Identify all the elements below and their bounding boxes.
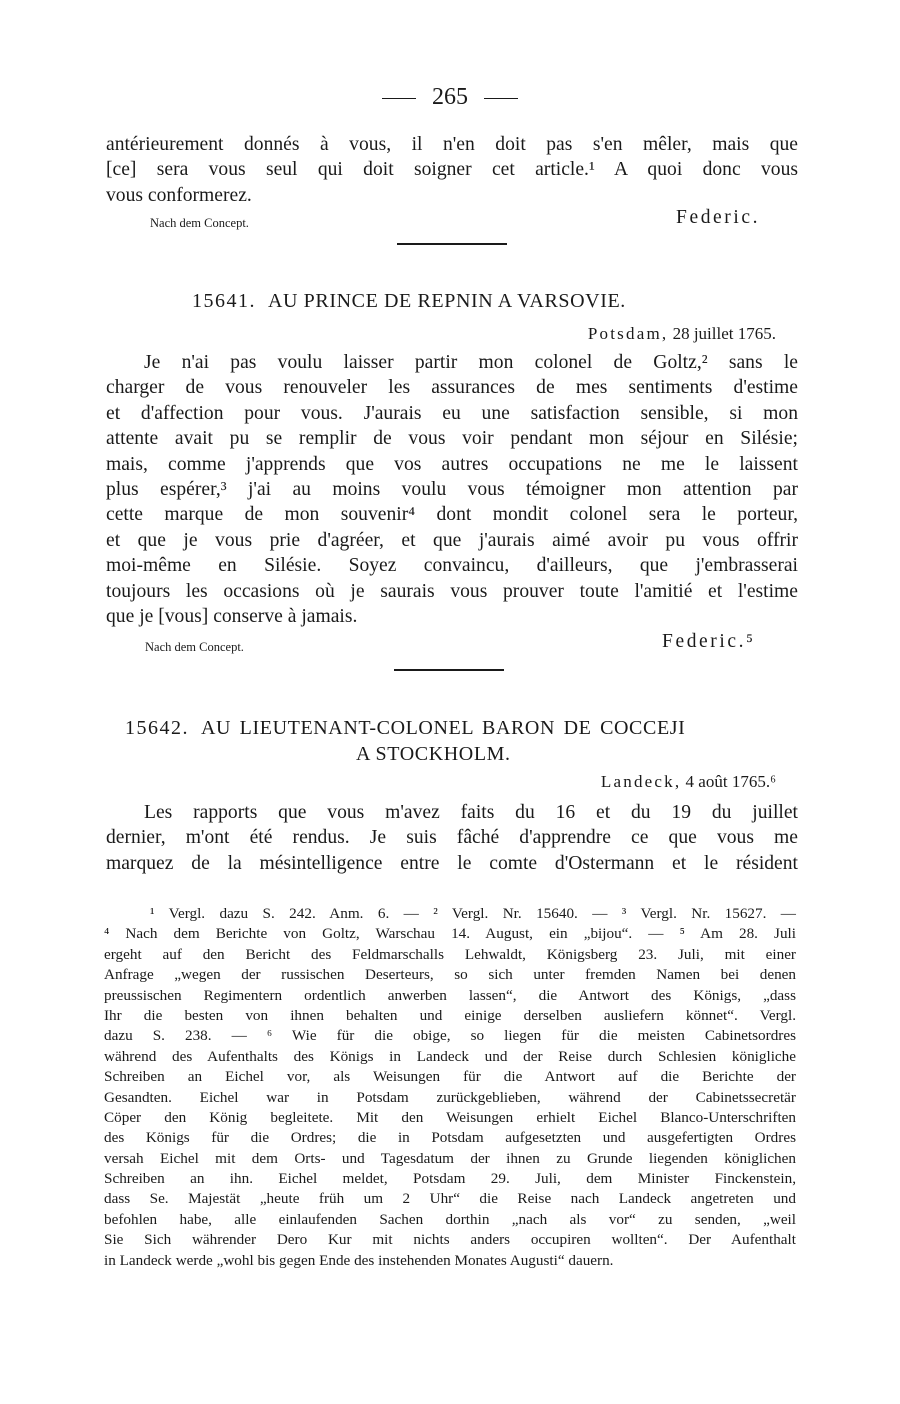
footnote-line: Schreiben an Eichel vor, als Weisungen für die Antwort auf die Berichte der <box>104 1068 796 1086</box>
body-line: plus espérer,³ j'ai au moins voulu vous témoigner mon attention par <box>106 478 798 500</box>
letter-15642-heading-line-2: A STOCKHOLM. <box>356 743 511 765</box>
letter-title: AU PRINCE DE REPNIN A VARSOVIE. <box>268 290 626 312</box>
intro-paragraph <box>106 132 798 208</box>
section-divider <box>394 669 504 671</box>
body-line: moi-même en Silésie. Soyez convaincu, d'ailleurs, que j'embrasserai <box>106 555 798 577</box>
letter-number: 15642. <box>125 717 189 739</box>
footnote-line: Cöper den König begleitete. Mit den Weisungen erhielt Eichel Blanco-Unterschriften <box>104 1108 796 1126</box>
intro-line: antérieurement donnés à vous, il n'en doit pas s'en mêler, mais que <box>106 134 798 155</box>
footnotes <box>104 904 796 1271</box>
intro-line: vous conformerez. <box>106 184 252 206</box>
footnote-line: Ihr die besten von ihnen behalten und einige derselben ausliefern könnet“. Vergl. <box>104 1006 796 1024</box>
intro-source-note: Nach dem Concept. <box>150 216 249 230</box>
dateline-place: Potsdam, <box>587 324 669 343</box>
footnote-line: des Königs für die Ordres; die in Potsdam aufgesetzten und ausgefertigten Ordres <box>104 1129 796 1147</box>
body-line: Les rapports que vous m'avez faits du 16 et du 19 du juillet <box>144 802 798 823</box>
intro-signature: Federic. <box>676 207 761 228</box>
footnote-line: befohlen habe, alle einlaufenden Sachen dorthin „nach als vor“ zu senden, „weil <box>104 1210 796 1228</box>
body-line: charger de vous renouveler les assurances de mes sentiments d'estime <box>106 377 798 399</box>
letter-15642-body <box>106 800 798 876</box>
footnote-line: in Landeck werde „wohl bis gegen Ende des instehenden Monates Augusti“ dauern. <box>104 1251 614 1269</box>
footnote-line: Sie Sich währender Dero Kur mit nichts anders occupiren wollten“. Der Aufenthalt <box>104 1231 796 1249</box>
letter-15641-heading <box>192 290 626 313</box>
body-line: et que je vous prie d'agréer, et que j'aurais aimé avoir pu vous offrir <box>106 529 798 551</box>
footnote-line: dass Se. Majestät „heute früh um 2 Uhr“ die Reise nach Landeck angetreten und <box>104 1190 796 1208</box>
dateline-date: 4 août 1765.⁶ <box>685 772 776 791</box>
letter-15641-dateline <box>588 324 776 344</box>
dateline-place: Landeck, <box>600 772 682 791</box>
body-line: que je [vous] conserve à jamais. <box>106 605 358 627</box>
page-number-dash-right <box>484 98 518 100</box>
body-line: attente avait pu se remplir de vous voir pendant mon séjour en Silésie; <box>106 428 798 450</box>
body-line: dernier, m'ont été rendus. Je suis fâché d'apprendre ce que vous me <box>106 827 798 849</box>
footnote-line: ¹ Vergl. dazu S. 242. Anm. 6. — ² Vergl. Nr. 15640. — ³ Vergl. Nr. 15627. — <box>150 905 796 922</box>
body-line: cette marque de mon souvenir⁴ dont mondit colonel sera le porteur, <box>106 504 798 526</box>
page-number-text: 265 <box>432 84 468 110</box>
footnote-line: preussischen Regimentern ordentlich anwerben lassen“, die Antwort des Königs, „dass <box>104 986 796 1004</box>
letter-15642-heading <box>125 717 685 740</box>
body-line: et d'affection pour vous. J'aurais eu une satisfaction sensible, si mon <box>106 402 798 424</box>
section-divider <box>397 243 507 245</box>
letter-number: 15641. <box>192 290 256 312</box>
letter-15641-source-note: Nach dem Concept. <box>145 640 244 654</box>
footnote-line: ergeht auf den Bericht des Feldmarschalls Lehwaldt, Königsberg 23. Juli, mit einer <box>104 945 796 963</box>
letter-title-line-1: AU LIEUTENANT-COLONEL BARON DE COCCEJI <box>201 717 686 739</box>
body-line: toujours les occasions où je saurais vous prouver toute l'amitié et l'estime <box>106 580 798 602</box>
footnote-line: während des Aufenthalts des Königs in Landeck und der Reise durch Schlesien königliche <box>104 1047 796 1065</box>
body-line: mais, comme j'apprends que vos autres occupations ne me le laissent <box>106 453 798 475</box>
page-number-dash-left <box>382 98 416 100</box>
footnote-line: dazu S. 238. — ⁶ Wie für die obige, so liegen für die meisten Cabinetsordres <box>104 1027 796 1045</box>
dateline-date: 28 juillet 1765. <box>672 324 776 343</box>
footnote-line: Anfrage „wegen der russischen Deserteurs, so sich unter fremden Namen bei denen <box>104 966 796 984</box>
body-line: Je n'ai pas voulu laisser partir mon colonel de Goltz,² sans le <box>144 352 798 373</box>
letter-15641-body <box>106 350 798 629</box>
page-number <box>0 84 900 111</box>
footnote-line: Schreiben an ihn. Eichel meldet, Potsdam 29. Juli, dem Minister Finckenstein, <box>104 1170 796 1188</box>
letter-15641-signature: Federic.⁵ <box>662 631 756 652</box>
body-line: marquez de la mésintelligence entre le comte d'Ostermann et le résident <box>106 852 798 874</box>
intro-line: [ce] sera vous seul qui doit soigner cet article.¹ A quoi donc vous <box>106 159 798 181</box>
footnote-line: versah Eichel mit dem Orts- und Tagesdatum der ihnen zu Grunde liegenden königlichen <box>104 1149 796 1167</box>
footnote-line: ⁴ Nach dem Berichte von Goltz, Warschau 14. August, ein „bijou“. — ⁵ Am 28. Juli <box>104 925 796 943</box>
footnote-line: Gesandten. Eichel war in Potsdam zurückgeblieben, während der Cabinetssecretär <box>104 1088 796 1106</box>
letter-15642-dateline <box>601 772 776 792</box>
